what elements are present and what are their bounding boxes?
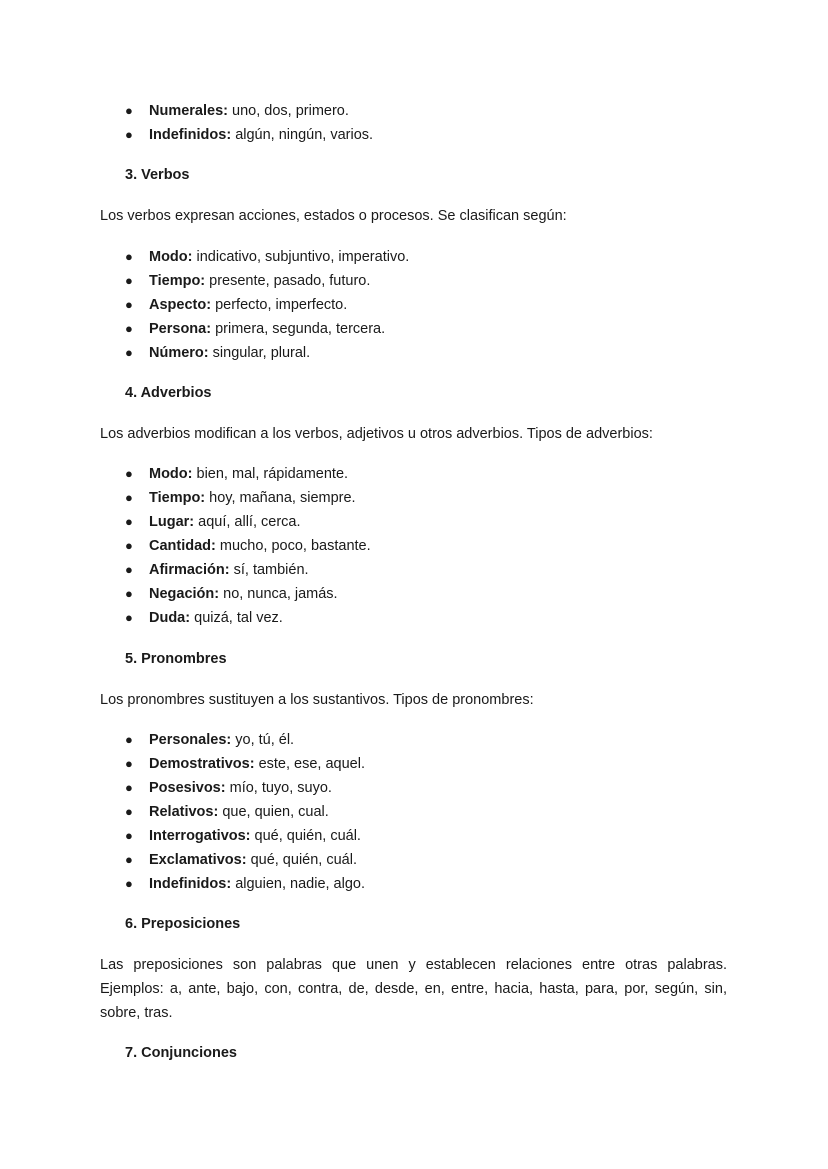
- list-item-text: indicativo, subjuntivo, imperativo.: [196, 249, 410, 265]
- pronombres-list: [124, 728, 744, 896]
- list-item-text: hoy, mañana, siempre.: [209, 490, 356, 506]
- list-item-term: Relativos:: [149, 804, 219, 820]
- bullet-icon: ●: [125, 297, 133, 312]
- bullet-icon: ●: [125, 103, 133, 118]
- list-item: [124, 486, 744, 510]
- list-item-text: alguien, nadie, algo.: [235, 876, 366, 892]
- adverbios-list: [124, 462, 744, 630]
- bullet-icon: ●: [125, 273, 133, 288]
- list-item: [124, 728, 744, 752]
- bullet-icon: ●: [125, 586, 133, 601]
- list-item-term: Número:: [149, 345, 209, 361]
- section-intro-pronombres: Los pronombres sustituyen a los sustantivos. Tipos de pronombres:: [100, 692, 534, 708]
- list-item-term: Modo:: [149, 466, 193, 482]
- section-heading-preposiciones: 6. Preposiciones: [125, 916, 241, 932]
- list-item-term: Interrogativos:: [149, 828, 251, 844]
- list-item-term: Duda:: [149, 610, 191, 626]
- list-item: [124, 606, 744, 630]
- list-item-text: que, quien, cual.: [222, 804, 329, 820]
- list-item-term: Cantidad:: [149, 538, 216, 554]
- list-item-term: Demostrativos:: [149, 756, 255, 772]
- list-item-text: presente, pasado, futuro.: [209, 273, 371, 289]
- list-item-text: bien, mal, rápidamente.: [196, 466, 349, 482]
- list-item: [124, 776, 744, 800]
- bullet-icon: ●: [125, 780, 133, 795]
- section-heading-verbos: 3. Verbos: [125, 167, 190, 183]
- bullet-icon: ●: [125, 828, 133, 843]
- list-item-text: aquí, allí, cerca.: [198, 514, 301, 530]
- verbos-list: [124, 245, 744, 365]
- list-item-term: Persona:: [149, 321, 212, 337]
- list-item-term: Indefinidos:: [149, 127, 232, 143]
- list-item: [124, 269, 744, 293]
- list-item-text: perfecto, imperfecto.: [215, 297, 348, 313]
- bullet-icon: ●: [125, 345, 133, 360]
- list-item: [124, 872, 744, 896]
- list-item: [124, 341, 744, 365]
- list-item-term: Aspecto:: [149, 297, 212, 313]
- bullet-icon: ●: [125, 514, 133, 529]
- list-item-term: Tiempo:: [149, 273, 206, 289]
- list-item-text: qué, quién, cuál.: [254, 828, 361, 844]
- list-item-term: Exclamativos:: [149, 852, 247, 868]
- section-heading-conjunciones: 7. Conjunciones: [125, 1045, 237, 1061]
- list-item-term: Numerales:: [149, 103, 228, 119]
- list-item-term: Lugar:: [149, 514, 195, 530]
- list-item-text: algún, ningún, varios.: [235, 127, 374, 143]
- bullet-icon: ●: [125, 466, 133, 481]
- list-item: [124, 534, 744, 558]
- bullet-icon: ●: [125, 562, 133, 577]
- bullet-icon: ●: [125, 538, 133, 553]
- section-heading-adverbios: 4. Adverbios: [125, 385, 212, 401]
- list-item-text: yo, tú, él.: [235, 732, 295, 748]
- list-item-text: no, nunca, jamás.: [223, 586, 338, 602]
- bullet-icon: ●: [125, 127, 133, 142]
- list-item: [124, 510, 744, 534]
- list-item-term: Afirmación:: [149, 562, 230, 578]
- section-intro-verbos: Los verbos expresan acciones, estados o procesos. Se clasifican según:: [100, 208, 567, 224]
- bullet-icon: ●: [125, 852, 133, 867]
- section-intro-adverbios: Los adverbios modifican a los verbos, adjetivos u otros adverbios. Tipos de adverbios:: [100, 426, 653, 442]
- section-intro-preposiciones: Las preposiciones son palabras que unen y establecen relaciones entre otras palabras. Ejemplos: a, ante, bajo, con, contra, de, desde, en, entre, hacia, hasta, para, por, según, sin, sobre, tras.: [100, 957, 727, 1021]
- list-item-term: Modo:: [149, 249, 193, 265]
- list-item-term: Indefinidos:: [149, 876, 232, 892]
- section-heading-pronombres: 5. Pronombres: [125, 651, 227, 667]
- list-item-text: mucho, poco, bastante.: [219, 538, 371, 554]
- list-item-text: uno, dos, primero.: [232, 103, 349, 119]
- bullet-icon: ●: [125, 756, 133, 771]
- bullet-icon: ●: [125, 610, 133, 625]
- list-item-text: mío, tuyo, suyo.: [229, 780, 332, 796]
- list-item-text: singular, plural.: [212, 345, 311, 361]
- bullet-icon: ●: [125, 321, 133, 336]
- bullet-icon: ●: [125, 804, 133, 819]
- list-item: [124, 245, 744, 269]
- list-item: [124, 293, 744, 317]
- list-item-term: Personales:: [149, 732, 232, 748]
- indefinite-adjectives-list: [124, 99, 744, 147]
- list-item-text: sí, también.: [233, 562, 309, 578]
- list-item: [124, 848, 744, 872]
- list-item: [124, 582, 744, 606]
- list-item: [124, 317, 744, 341]
- list-item-text: qué, quién, cuál.: [250, 852, 357, 868]
- list-item-text: quizá, tal vez.: [194, 610, 283, 626]
- bullet-icon: ●: [125, 876, 133, 891]
- list-item: [124, 558, 744, 582]
- list-item: [124, 824, 744, 848]
- bullet-icon: ●: [125, 732, 133, 747]
- bullet-icon: ●: [125, 249, 133, 264]
- list-item: [124, 123, 744, 147]
- list-item: [124, 800, 744, 824]
- list-item: [124, 752, 744, 776]
- list-item-term: Posesivos:: [149, 780, 226, 796]
- list-item: [124, 99, 744, 123]
- bullet-icon: ●: [125, 490, 133, 505]
- list-item-term: Negación:: [149, 586, 220, 602]
- list-item-text: este, ese, aquel.: [258, 756, 366, 772]
- list-item-text: primera, segunda, tercera.: [215, 321, 386, 337]
- list-item-term: Tiempo:: [149, 490, 206, 506]
- list-item: [124, 462, 744, 486]
